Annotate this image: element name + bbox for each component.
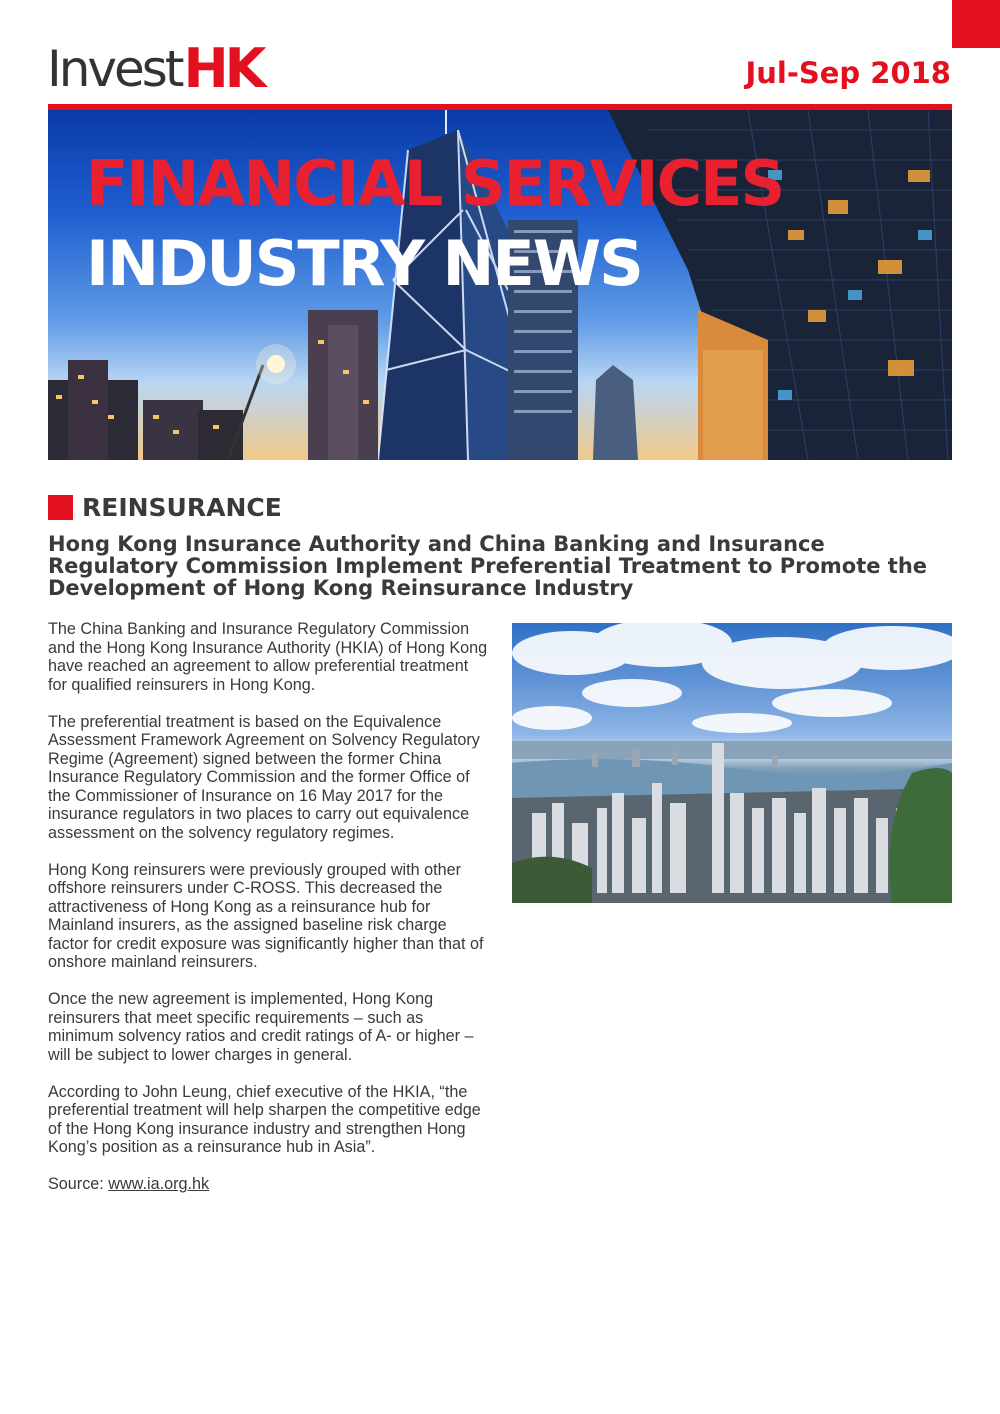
- logo-hk-text: HK: [183, 37, 263, 100]
- hero-title: [86, 144, 783, 304]
- hero-title-line1: FINANCIAL SERVICES: [86, 147, 784, 220]
- harbour-photo: [512, 623, 952, 903]
- paragraph-4: Once the new agreement is implemented, Hong Kong reinsurers that meet specific requirements – such as minimum solvency ratios and credit ratings of A- or higher – will be subject to lower charges in general.: [48, 990, 474, 1064]
- issue-date: Jul-Sep 2018: [745, 56, 951, 90]
- source-label: Source:: [48, 1175, 104, 1193]
- source-line: [48, 1175, 488, 1194]
- paragraph-5: According to John Leung, chief executive of the HKIA, “the preferential treatment will help sharpen the competitive edge of the Hong Kong insurance industry and strengthen Hong Kong’s position as a reinsurance hub in Asia”.: [48, 1082, 481, 1156]
- hero-banner: [48, 110, 952, 460]
- article-body: [48, 620, 488, 1212]
- paragraph-1: The China Banking and Insurance Regulatory Commission and the Hong Kong Insurance Authority (HKIA) of Hong Kong have reached an agreement to allow preferential treatment for qualified reinsurers in Hong Kong.: [48, 620, 488, 694]
- hero-title-line2: INDUSTRY NEWS: [86, 227, 642, 300]
- section-marker-square: [48, 495, 73, 520]
- article-headline: Hong Kong Insurance Authority and China Banking and Insurance Regulatory Commission Implement Preferential Treatment to Promote the Development of Hong Kong Reinsurance Industry: [48, 532, 928, 600]
- investhk-logo: [47, 37, 263, 100]
- paragraph-2: The preferential treatment is based on the Equivalence Assessment Framework Agreement on Solvency Regulatory Regime (Agreement) signed between the former China Insurance Regulatory Commission and the former Office of the Commissioner of Insurance on 16 May 2017 for the insurance regulators in two places to carry out equivalence assessment on the solvency regulatory regimes.: [48, 712, 480, 842]
- source-link[interactable]: www.ia.org.hk: [108, 1175, 210, 1193]
- paragraph-3: Hong Kong reinsurers were previously grouped with other offshore reinsurers under C-ROSS. This decreased the attractiveness of Hong Kong as a reinsurance hub for Mainland insurers, as the assigned baseline risk charge factor for credit exposure was significantly higher than that of onshore mainland reinsurers.: [48, 860, 484, 971]
- corner-accent-block: [952, 0, 1000, 48]
- logo-invest-text: Invest: [47, 40, 182, 98]
- section-label: REINSURANCE: [82, 493, 282, 522]
- section-header: [48, 493, 282, 522]
- harbour-skyline-illustration: [512, 623, 952, 903]
